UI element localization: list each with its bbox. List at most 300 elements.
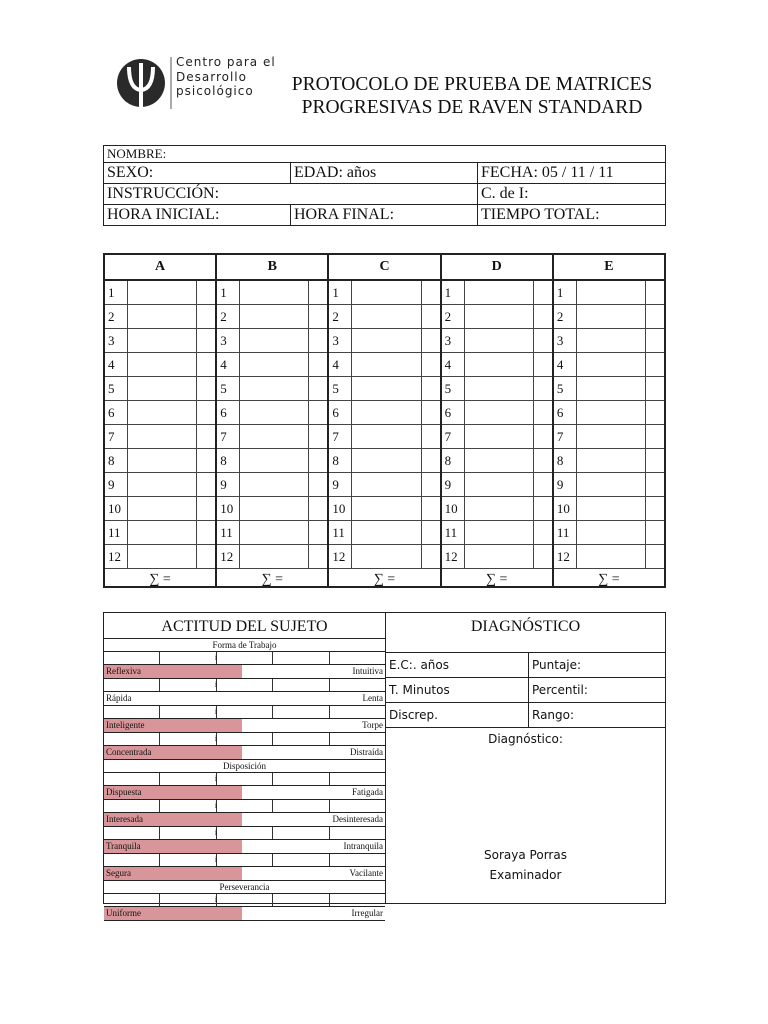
- grid-row: [105, 353, 215, 377]
- grid-row: [554, 449, 664, 473]
- attitude-label-row: [104, 813, 385, 827]
- answer-cell[interactable]: [240, 305, 309, 328]
- trait-right-label: Irregular: [351, 908, 383, 918]
- answer-cell[interactable]: [128, 425, 197, 448]
- answer-cell[interactable]: [577, 497, 646, 520]
- answer-cell[interactable]: [128, 545, 197, 568]
- answer-cell[interactable]: [465, 329, 534, 352]
- hora-final-field[interactable]: HORA FINAL:: [291, 205, 478, 226]
- fecha-field[interactable]: FECHA: 05 / 11 / 11: [478, 163, 666, 184]
- answer-cell[interactable]: [240, 329, 309, 352]
- grid-column: [554, 255, 664, 586]
- item-number: 8: [105, 449, 128, 472]
- rating-scale[interactable]: [104, 894, 385, 907]
- rating-cell[interactable]: [104, 652, 160, 664]
- rating-cell[interactable]: [104, 773, 160, 785]
- answer-cell[interactable]: [128, 497, 197, 520]
- rating-scale[interactable]: [104, 854, 385, 867]
- discrep-field[interactable]: Discrep.: [386, 703, 529, 727]
- score-cell[interactable]: [646, 521, 664, 544]
- answer-cell[interactable]: [240, 449, 309, 472]
- answer-cell[interactable]: [352, 497, 421, 520]
- grid-row: [105, 401, 215, 425]
- rating-cell[interactable]: [104, 679, 160, 691]
- answer-cell[interactable]: [128, 329, 197, 352]
- puntaje-field[interactable]: Puntaje:: [532, 658, 582, 672]
- score-cell[interactable]: [534, 377, 552, 400]
- trait-right-label: Vacilante: [349, 868, 383, 878]
- rating-cell[interactable]: [160, 800, 216, 812]
- diagnosis-row: [386, 678, 665, 703]
- rating-cell[interactable]: [330, 773, 385, 785]
- item-number: 4: [105, 353, 128, 376]
- score-cell[interactable]: [197, 353, 215, 376]
- answer-cell[interactable]: [240, 545, 309, 568]
- score-cell[interactable]: [422, 473, 440, 496]
- answer-cell[interactable]: [577, 425, 646, 448]
- rating-cell[interactable]: [160, 706, 216, 718]
- attitude-label-row: [104, 786, 385, 800]
- answer-cell[interactable]: [577, 305, 646, 328]
- grid-column: [442, 255, 554, 586]
- item-number: 3: [442, 329, 465, 352]
- score-cell[interactable]: [534, 353, 552, 376]
- score-cell[interactable]: [646, 353, 664, 376]
- rating-cell[interactable]: [160, 652, 216, 664]
- score-cell[interactable]: [534, 497, 552, 520]
- item-number: 1: [554, 281, 577, 304]
- answer-cell[interactable]: [352, 473, 421, 496]
- score-cell[interactable]: [309, 353, 327, 376]
- attitude-title: ACTITUD DEL SUJETO: [104, 613, 385, 639]
- rating-cell[interactable]: [217, 733, 273, 745]
- ec-field[interactable]: E.C:. años: [386, 653, 529, 677]
- grid-row: [554, 353, 664, 377]
- score-cell[interactable]: [197, 329, 215, 352]
- score-cell[interactable]: [197, 305, 215, 328]
- score-cell[interactable]: [309, 545, 327, 568]
- item-number: 4: [442, 353, 465, 376]
- attitude-label-row: [104, 719, 385, 733]
- rating-cell[interactable]: [273, 854, 329, 866]
- answer-cell[interactable]: [465, 401, 534, 424]
- score-cell[interactable]: [534, 473, 552, 496]
- answer-cell[interactable]: [128, 305, 197, 328]
- logo-line: Centro para el: [176, 55, 276, 69]
- grid-row: [442, 305, 552, 329]
- answer-cell[interactable]: [240, 521, 309, 544]
- rating-scale[interactable]: [104, 800, 385, 813]
- cdei-field[interactable]: C. de I:: [478, 184, 666, 205]
- rating-cell[interactable]: [273, 894, 329, 906]
- diagnostico-label: Diagnóstico:: [488, 732, 563, 746]
- attitude-label-row: [104, 867, 385, 881]
- item-number: 5: [442, 377, 465, 400]
- rating-cell[interactable]: [330, 652, 385, 664]
- score-cell[interactable]: [422, 329, 440, 352]
- score-cell[interactable]: [309, 473, 327, 496]
- attitude-scales: [104, 639, 385, 921]
- rating-cell[interactable]: [273, 706, 329, 718]
- answer-cell[interactable]: [465, 473, 534, 496]
- answer-cell[interactable]: [128, 377, 197, 400]
- rating-cell[interactable]: [330, 679, 385, 691]
- answer-cell[interactable]: [240, 401, 309, 424]
- score-cell[interactable]: [422, 521, 440, 544]
- score-cell[interactable]: [646, 305, 664, 328]
- attitude-label-row: [104, 840, 385, 854]
- item-number: 1: [217, 281, 240, 304]
- rating-scale[interactable]: [104, 652, 385, 665]
- score-cell[interactable]: [422, 425, 440, 448]
- answer-cell[interactable]: [128, 353, 197, 376]
- grid-row: [442, 545, 552, 569]
- trait-right-label: Intuitiva: [352, 666, 383, 676]
- score-cell[interactable]: [422, 449, 440, 472]
- rating-cell[interactable]: [104, 894, 160, 906]
- rating-cell[interactable]: [104, 706, 160, 718]
- grid-row: [217, 449, 327, 473]
- answer-cell[interactable]: [240, 353, 309, 376]
- score-cell[interactable]: [422, 377, 440, 400]
- answer-cell[interactable]: [577, 281, 646, 304]
- score-cell[interactable]: [197, 449, 215, 472]
- item-number: 9: [105, 473, 128, 496]
- item-number: 9: [554, 473, 577, 496]
- attitude-section-heading: Forma de Trabajo: [104, 639, 385, 652]
- score-cell[interactable]: [309, 425, 327, 448]
- item-number: 10: [217, 497, 240, 520]
- answer-cell[interactable]: [577, 521, 646, 544]
- rating-cell[interactable]: [273, 827, 329, 839]
- grid-row: [105, 377, 215, 401]
- sum-cell[interactable]: ∑ =: [149, 572, 171, 587]
- item-number: 5: [217, 377, 240, 400]
- answer-cell[interactable]: [465, 425, 534, 448]
- diagnosis-body[interactable]: [386, 732, 665, 884]
- answer-cell[interactable]: [465, 353, 534, 376]
- trait-left-label: Rápida: [106, 693, 132, 703]
- answer-cell[interactable]: [128, 473, 197, 496]
- rating-cell[interactable]: [217, 894, 273, 906]
- answer-cell[interactable]: [577, 353, 646, 376]
- sum-cell[interactable]: ∑ =: [261, 572, 283, 587]
- rating-cell[interactable]: [104, 854, 160, 866]
- item-number: 2: [105, 305, 128, 328]
- score-cell[interactable]: [309, 329, 327, 352]
- rating-cell[interactable]: [273, 679, 329, 691]
- grid-row: [105, 545, 215, 569]
- answer-cell[interactable]: [240, 497, 309, 520]
- score-cell[interactable]: [646, 377, 664, 400]
- item-number: 6: [554, 401, 577, 424]
- trait-left-label: Dispuesta: [106, 787, 142, 797]
- score-cell[interactable]: [422, 281, 440, 304]
- score-cell[interactable]: [197, 401, 215, 424]
- grid-row: [442, 329, 552, 353]
- grid-row: [442, 473, 552, 497]
- answer-cell[interactable]: [577, 401, 646, 424]
- grid-row: [442, 521, 552, 545]
- answer-cell[interactable]: [352, 281, 421, 304]
- score-cell[interactable]: [534, 521, 552, 544]
- grid-column: [105, 255, 217, 586]
- item-number: 11: [442, 521, 465, 544]
- attitude-label-row: [104, 907, 385, 921]
- answer-cell[interactable]: [352, 377, 421, 400]
- rating-cell[interactable]: [160, 827, 216, 839]
- answer-cell[interactable]: [128, 281, 197, 304]
- sexo-field[interactable]: SEXO:: [104, 163, 291, 184]
- grid-row: [329, 545, 439, 569]
- answer-cell[interactable]: [352, 353, 421, 376]
- rating-cell[interactable]: [217, 652, 273, 664]
- score-cell[interactable]: [422, 545, 440, 568]
- answer-grid: [103, 253, 666, 588]
- score-cell[interactable]: [309, 281, 327, 304]
- answer-cell[interactable]: [240, 281, 309, 304]
- rating-cell[interactable]: [160, 679, 216, 691]
- score-cell[interactable]: [309, 401, 327, 424]
- grid-row: [105, 305, 215, 329]
- item-number: 2: [329, 305, 352, 328]
- rating-cell[interactable]: [273, 773, 329, 785]
- score-cell[interactable]: [422, 305, 440, 328]
- score-cell[interactable]: [646, 425, 664, 448]
- score-cell[interactable]: [422, 401, 440, 424]
- rating-cell[interactable]: [330, 894, 385, 906]
- tiempo-total-field[interactable]: TIEMPO TOTAL:: [478, 205, 666, 226]
- item-number: 1: [105, 281, 128, 304]
- answer-cell[interactable]: [352, 305, 421, 328]
- answer-cell[interactable]: [128, 521, 197, 544]
- grid-row: [554, 425, 664, 449]
- item-number: 9: [329, 473, 352, 496]
- rating-cell[interactable]: [217, 773, 273, 785]
- grid-row: [442, 377, 552, 401]
- score-cell[interactable]: [197, 473, 215, 496]
- score-cell[interactable]: [422, 353, 440, 376]
- rating-scale[interactable]: [104, 706, 385, 719]
- rating-cell[interactable]: [104, 800, 160, 812]
- grid-row: [329, 377, 439, 401]
- sum-cell[interactable]: ∑ =: [373, 572, 396, 587]
- grid-row: [329, 281, 439, 305]
- answer-cell[interactable]: [352, 425, 421, 448]
- grid-row: [217, 545, 327, 569]
- grid-row: [105, 329, 215, 353]
- trait-left-label: Reflexiva: [106, 666, 141, 676]
- rating-cell[interactable]: [217, 827, 273, 839]
- rating-cell[interactable]: [104, 733, 160, 745]
- score-cell[interactable]: [534, 449, 552, 472]
- trait-right-label: Distraída: [350, 747, 383, 757]
- item-number: 4: [329, 353, 352, 376]
- rating-cell[interactable]: [330, 706, 385, 718]
- grid-row: [105, 473, 215, 497]
- score-cell[interactable]: [309, 521, 327, 544]
- item-number: 3: [105, 329, 128, 352]
- grid-column: [217, 255, 329, 586]
- grid-row: [329, 449, 439, 473]
- rating-cell[interactable]: [330, 733, 385, 745]
- item-number: 9: [217, 473, 240, 496]
- grid-column: [329, 255, 441, 586]
- answer-cell[interactable]: [577, 329, 646, 352]
- answer-cell[interactable]: [577, 545, 646, 568]
- diagnosis-title: DIAGNÓSTICO: [386, 613, 665, 653]
- score-cell[interactable]: [197, 425, 215, 448]
- grid-row: [105, 497, 215, 521]
- rating-cell[interactable]: [330, 854, 385, 866]
- answer-cell[interactable]: [128, 449, 197, 472]
- rating-cell[interactable]: [160, 894, 216, 906]
- score-cell[interactable]: [646, 473, 664, 496]
- answer-cell[interactable]: [352, 545, 421, 568]
- rating-cell[interactable]: [217, 706, 273, 718]
- grid-row: [217, 473, 327, 497]
- answer-cell[interactable]: [465, 497, 534, 520]
- nombre-field[interactable]: NOMBRE:: [104, 146, 666, 163]
- grid-row: [105, 281, 215, 305]
- score-cell[interactable]: [197, 545, 215, 568]
- rating-cell[interactable]: [273, 733, 329, 745]
- hora-inicial-field[interactable]: HORA INICIAL:: [104, 205, 291, 226]
- rating-cell[interactable]: [330, 827, 385, 839]
- trait-right-label: Lenta: [362, 693, 383, 703]
- rating-scale[interactable]: [104, 827, 385, 840]
- answer-cell[interactable]: [577, 377, 646, 400]
- answer-cell[interactable]: [465, 449, 534, 472]
- rating-cell[interactable]: [330, 800, 385, 812]
- sum-cell[interactable]: ∑ =: [598, 572, 620, 587]
- sum-cell[interactable]: ∑ =: [486, 572, 508, 587]
- score-cell[interactable]: [646, 401, 664, 424]
- score-cell[interactable]: [534, 425, 552, 448]
- rating-cell[interactable]: [160, 773, 216, 785]
- t-minutos-field[interactable]: T. Minutos: [386, 678, 529, 702]
- score-cell[interactable]: [309, 305, 327, 328]
- item-number: 1: [442, 281, 465, 304]
- answer-cell[interactable]: [352, 329, 421, 352]
- rating-cell[interactable]: [273, 652, 329, 664]
- rating-cell[interactable]: [217, 800, 273, 812]
- score-cell[interactable]: [309, 377, 327, 400]
- rating-cell[interactable]: [104, 827, 160, 839]
- score-cell[interactable]: [422, 497, 440, 520]
- grid-row: [217, 329, 327, 353]
- item-number: 2: [554, 305, 577, 328]
- percentil-field[interactable]: Percentil:: [532, 683, 588, 697]
- rating-scale[interactable]: [104, 773, 385, 786]
- rating-cell[interactable]: [160, 733, 216, 745]
- item-number: 10: [105, 497, 128, 520]
- answer-cell[interactable]: [465, 377, 534, 400]
- logo-line: Desarrollo: [176, 69, 247, 84]
- answer-cell[interactable]: [465, 305, 534, 328]
- trait-right-label: Desinteresada: [332, 814, 383, 824]
- diagnosis-row: [386, 653, 665, 678]
- item-number: 8: [329, 449, 352, 472]
- rating-cell[interactable]: [273, 800, 329, 812]
- answer-cell[interactable]: [240, 377, 309, 400]
- answer-cell[interactable]: [465, 521, 534, 544]
- rating-scale[interactable]: [104, 733, 385, 746]
- score-cell[interactable]: [197, 377, 215, 400]
- score-cell[interactable]: [309, 449, 327, 472]
- answer-cell[interactable]: [352, 521, 421, 544]
- grid-row: [217, 497, 327, 521]
- trait-right-label: Intranquila: [343, 841, 383, 851]
- answer-cell[interactable]: [128, 401, 197, 424]
- score-cell[interactable]: [646, 281, 664, 304]
- item-number: 7: [217, 425, 240, 448]
- answer-cell[interactable]: [240, 473, 309, 496]
- item-number: 9: [442, 473, 465, 496]
- title-line: PROTOCOLO DE PRUEBA DE MATRICES: [291, 74, 653, 95]
- grid-row: [217, 353, 327, 377]
- score-cell[interactable]: [309, 497, 327, 520]
- grid-row: [105, 425, 215, 449]
- answer-cell[interactable]: [352, 449, 421, 472]
- grid-row: [442, 449, 552, 473]
- score-cell[interactable]: [197, 497, 215, 520]
- rating-cell[interactable]: [217, 854, 273, 866]
- answer-cell[interactable]: [465, 281, 534, 304]
- item-number: 12: [105, 545, 128, 568]
- document-title: [282, 73, 662, 119]
- rating-cell[interactable]: [217, 679, 273, 691]
- grid-row: [442, 497, 552, 521]
- rating-scale[interactable]: [104, 679, 385, 692]
- answer-cell[interactable]: [352, 401, 421, 424]
- item-number: 3: [329, 329, 352, 352]
- score-cell[interactable]: [534, 401, 552, 424]
- item-number: 10: [554, 497, 577, 520]
- score-cell[interactable]: [646, 329, 664, 352]
- score-cell[interactable]: [646, 545, 664, 568]
- item-number: 2: [217, 305, 240, 328]
- rating-cell[interactable]: [160, 854, 216, 866]
- grid-row: [554, 497, 664, 521]
- title-line: PROGRESIVAS DE RAVEN STANDARD: [301, 97, 643, 118]
- score-cell[interactable]: [646, 497, 664, 520]
- answer-cell[interactable]: [577, 473, 646, 496]
- score-cell[interactable]: [197, 521, 215, 544]
- instruccion-field[interactable]: INSTRUCCIÓN:: [104, 184, 478, 205]
- answer-cell[interactable]: [465, 545, 534, 568]
- score-cell[interactable]: [197, 281, 215, 304]
- score-cell[interactable]: [646, 449, 664, 472]
- answer-cell[interactable]: [577, 449, 646, 472]
- item-number: 8: [442, 449, 465, 472]
- answer-cell[interactable]: [240, 425, 309, 448]
- item-number: 5: [329, 377, 352, 400]
- item-number: 10: [329, 497, 352, 520]
- column-header: D: [442, 255, 552, 281]
- score-cell[interactable]: [534, 545, 552, 568]
- item-number: 7: [329, 425, 352, 448]
- rango-field[interactable]: Rango:: [532, 708, 575, 722]
- score-cell[interactable]: [534, 329, 552, 352]
- grid-row: [217, 305, 327, 329]
- column-header: B: [217, 255, 327, 281]
- grid-row: [329, 305, 439, 329]
- score-cell[interactable]: [534, 305, 552, 328]
- edad-field[interactable]: EDAD: años: [291, 163, 478, 184]
- score-cell[interactable]: [534, 281, 552, 304]
- item-number: 8: [217, 449, 240, 472]
